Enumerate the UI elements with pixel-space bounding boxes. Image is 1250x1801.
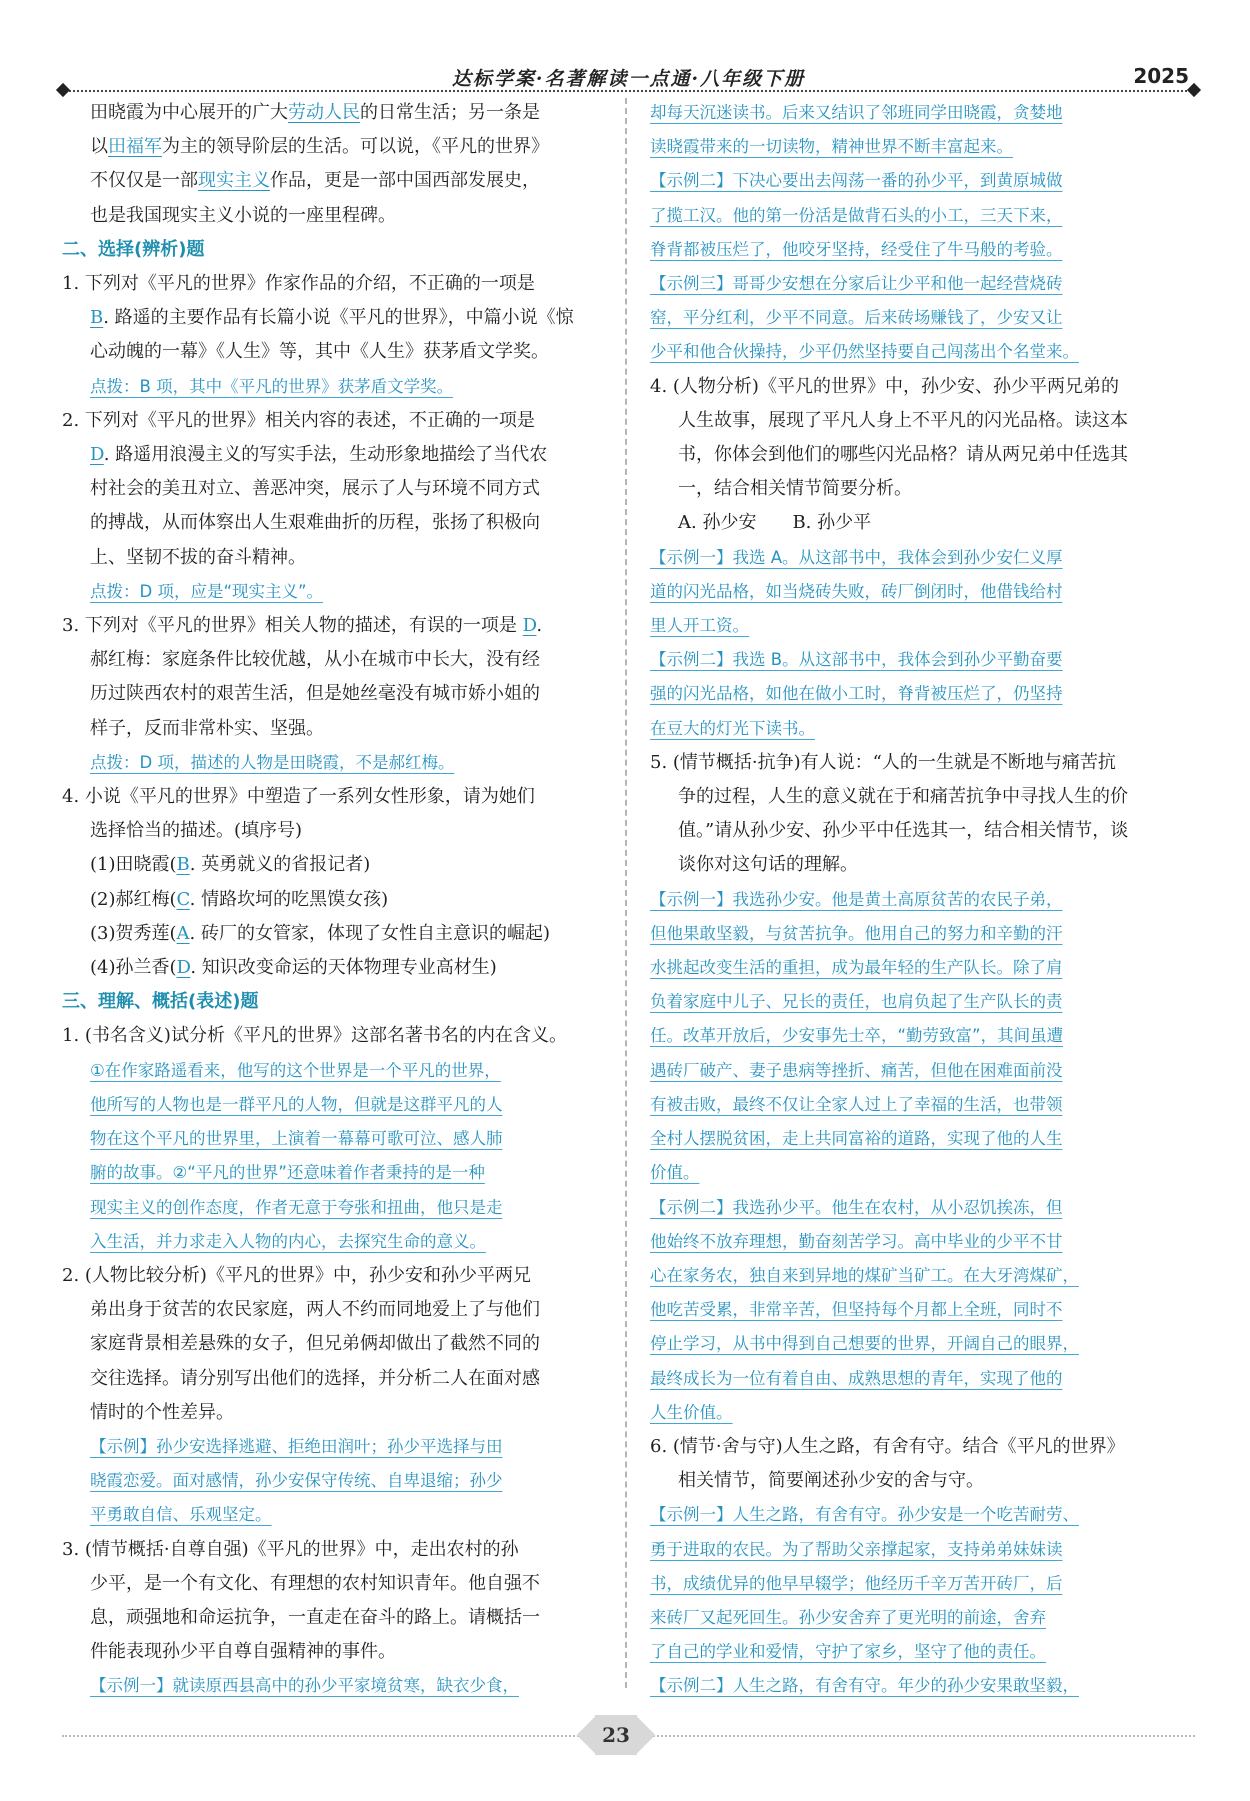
answer-line: 现实主义的创作态度，作者无意于夸张和扭曲，他只是走 <box>90 1197 503 1217</box>
answer-line: 腑的故事。②“平凡的世界”还意味着作者秉持的是一种 <box>90 1163 485 1183</box>
answer-line: 【示例】孙少安选择逃避、拒绝田润叶；孙少平选择与田 <box>90 1436 503 1456</box>
question-5 <box>62 1019 608 1258</box>
left-column <box>62 96 608 1704</box>
question-stem: 争的过程，人生的意义就在于和痛苦抗争中寻找人生的价 <box>678 786 1128 808</box>
answer-line: 晓霞恋爱。面对感情，孙少安保守传统、自卑退缩；孙少 <box>90 1471 503 1491</box>
question-stem: 3. 下列对《平凡的世界》相关人物的描述，有误的一项是 <box>62 615 523 637</box>
answer-line: 里人开工资。 <box>650 616 749 636</box>
question-3 <box>62 609 608 780</box>
answer-line: 他始终不放弃理想，勤奋刻苦学习。高中毕业的少平不甘 <box>650 1231 1063 1251</box>
answer-line: 人生价值。 <box>650 1402 733 1422</box>
match-desc: . 砖厂的女管家，体现了女性自主意识的崛起) <box>189 922 550 944</box>
text: 也是我国现实主义小说的一座里程碑。 <box>90 204 396 226</box>
right-column <box>650 96 1180 1704</box>
answer-line: 最终成长为一位有着自由、成熟思想的青年，实现了他的 <box>650 1368 1063 1388</box>
option-text: 的搏战，从而体察出人生艰难曲折的历程，张扬了积极向 <box>90 512 540 534</box>
question-10 <box>650 1430 1180 1704</box>
book-series-title: 达标学案·名著解读一点通·八年级下册 <box>451 68 806 90</box>
answer-line: 水挑起改变生活的重担，成为最年轻的生产队长。除了肩 <box>650 958 1063 978</box>
fill-answer: 现实主义 <box>198 170 270 192</box>
answer-line: 读晓霞带来的一切读物，精神世界不断丰富起来。 <box>650 137 1013 157</box>
page-header <box>62 62 1195 96</box>
question-8 <box>650 370 1180 746</box>
match-desc: . 知识改变命运的天体物理专业高材生) <box>190 957 497 979</box>
text: 为主的领导阶层的生活。可以说，《平凡的世界》 <box>162 136 549 158</box>
answer-line: 价值。 <box>650 1163 700 1183</box>
text: 不仅仅是一部 <box>90 170 198 192</box>
question-stem: 息，顽强地和命运抗争，一直走在奋斗的路上。请概括一 <box>90 1606 540 1628</box>
question-stem: 6. (情节·舍与守)人生之路，有舍有守。结合《平凡的世界》 <box>650 1435 1125 1457</box>
question-stem: 情时的个性差异。 <box>90 1401 234 1423</box>
answer-line: 【示例二】我选 B。从这部书中，我体会到孙少平勤奋要 <box>650 650 1063 670</box>
text: 以 <box>90 136 108 158</box>
match-desc: . 英勇就义的省报记者) <box>189 854 371 876</box>
answer-line: 心在家务农，独自来到异地的煤矿当矿工。在大牙湾煤矿， <box>650 1265 1079 1285</box>
answer-letter: B <box>176 854 190 876</box>
question-2 <box>62 404 608 609</box>
answer-line: 有被击败，最终不仅让全家人过上了幸福的生活，也带领 <box>650 1094 1063 1114</box>
edition-year: 2025 <box>1133 64 1189 88</box>
question-stem: 弟出身于贫苦的农民家庭，两人不约而同地爱上了与他们 <box>90 1299 540 1321</box>
answer-line: 脊背都被压烂了，他咬牙坚持，经受住了牛马般的考验。 <box>650 239 1063 259</box>
match-item: (1)田晓霞( <box>90 854 177 876</box>
answer-line: 道的闪光品格，如当烧砖失败，砖厂倒闭时，他借钱给村 <box>650 581 1063 601</box>
answer-line: 强的闪光品格，如他在做小工时，脊背被压烂了，仍坚持 <box>650 684 1063 704</box>
question-1 <box>62 267 608 404</box>
section-title-choice: 二、选择(辨析)题 <box>62 238 205 260</box>
text: . <box>536 615 543 637</box>
answer-letter: D <box>90 444 104 466</box>
answer-line: 【示例二】人生之路，有舍有守。年少的孙少安果敢坚毅， <box>650 1676 1079 1696</box>
question-stem: 5. (情节概括·抗争)有人说：“人的一生就是不断地与痛苦抗 <box>650 751 1116 773</box>
question-stem: 选择恰当的描述。(填序号) <box>90 820 303 842</box>
answer-line: 【示例一】人生之路，有舍有守。孙少安是一个吃苦耐劳、 <box>650 1505 1079 1525</box>
question-stem: 书，你体会到他们的哪些闪光品格？请从两兄弟中任选其 <box>678 444 1128 466</box>
question-stem: 4. (人物分析)《平凡的世界》中，孙少安、孙少平两兄弟的 <box>650 375 1119 397</box>
question-stem: 2. (人物比较分析)《平凡的世界》中，孙少安和孙少平两兄 <box>62 1264 531 1286</box>
question-stem: 1. (书名含义)试分析《平凡的世界》这部名著书名的内在含义。 <box>62 1025 567 1047</box>
question-stem: 交往选择。请分别写出他们的选择，并分析二人在面对感 <box>90 1367 540 1389</box>
question-stem: 相关情节，简要阐述孙少安的舍与守。 <box>678 1470 984 1492</box>
answer-line: 了揽工汉。他的第一份活是做背石头的小工，三天下来， <box>650 205 1063 225</box>
answer-line: 【示例二】我选孙少平。他生在农村，从小忍饥挨冻，但 <box>650 1197 1063 1217</box>
answer-letter: A <box>176 922 190 944</box>
answer-letter: D <box>522 615 537 637</box>
answer-line: 平勇敢自信、乐观坚定。 <box>90 1505 272 1525</box>
question-stem: 件能表现孙少平自尊自强精神的事件。 <box>90 1641 396 1663</box>
option-text: . 路遥的主要作品有长篇小说《平凡的世界》，中篇小说《惊 <box>103 307 574 329</box>
question-stem: 人生故事，展现了平凡人身上不平凡的闪光品格。读这本 <box>678 409 1128 431</box>
text: 田晓霞为中心展开的广大 <box>90 102 288 123</box>
answer-letter: B <box>90 307 104 329</box>
text: 作品，更是一部中国西部发展史， <box>270 170 540 192</box>
intro-paragraph <box>62 96 608 233</box>
answer-line: 他吃苦受累，非常辛苦，但坚持每个月都上全班，同时不 <box>650 1300 1063 1320</box>
answer-line: 遇砖厂破产、妻子患病等挫折、痛苦，但他在困难面前没 <box>650 1060 1063 1080</box>
question-9 <box>650 746 1180 1430</box>
answer-line: 【示例三】哥哥少安想在分家后让少平和他一起经营烧砖 <box>650 274 1063 294</box>
page-number-badge <box>573 1715 659 1755</box>
answer-line: 窑，平分红利，少平不同意。后来砖场赚钱了，少安又让 <box>650 308 1063 328</box>
match-item: (2)郝红梅( <box>90 888 177 910</box>
question-stem: 一，结合相关情节简要分析。 <box>678 478 912 500</box>
match-item: (4)孙兰香( <box>90 957 177 979</box>
answer-line: 他所写的人物也是一群平凡的人物，但就是这群平凡的人 <box>90 1094 503 1114</box>
question-7 <box>62 1533 608 1704</box>
answer-line: 却每天沉迷读书。后来又结识了邻班同学田晓霞，贪婪地 <box>650 103 1063 122</box>
options: A. 孙少安 B. 孙少平 <box>678 512 872 534</box>
answer-line: 【示例一】我选 A。从这部书中，我体会到孙少安仁义厚 <box>650 547 1063 567</box>
answer-line: ①在作家路遥看来，他写的这个世界是一个平凡的世界， <box>90 1060 501 1080</box>
question-stem: 家庭背景相差悬殊的女子，但兄弟俩却做出了截然不同的 <box>90 1333 540 1355</box>
question-stem: 2. 下列对《平凡的世界》相关内容的表述，不正确的一项是 <box>62 409 535 431</box>
answer-line: 入生活，并力求走入人物的内心，去探究生命的意义。 <box>90 1231 486 1251</box>
answer-tip: 点拨：D 项，描述的人物是田晓霞，不是郝红梅。 <box>90 752 455 772</box>
answer-line: 全村人摆脱贫困，走上共同富裕的道路，实现了他的人生 <box>650 1129 1063 1149</box>
answer-line: 来砖厂又起死回生。孙少安舍弃了更光明的前途，舍弃 <box>650 1607 1046 1627</box>
option-text: 样子，反而非常朴实、坚强。 <box>90 717 324 739</box>
answer-tip: 点拨：D 项，应是“现实主义”。 <box>90 581 324 601</box>
question-stem: 少平，是一个有文化、有理想的农村知识青年。他自强不 <box>90 1572 540 1594</box>
section-title-comprehension: 三、理解、概括(表述)题 <box>62 991 259 1013</box>
option-text: 郝红梅：家庭条件比较优越，从小在城市中长大，没有经 <box>90 649 540 671</box>
answer-tip: 点拨：B 项，其中《平凡的世界》获茅盾文学奖。 <box>90 376 454 396</box>
answer-letter: D <box>176 957 191 979</box>
answer-line: 少平和他合伙操持，少平仍然坚持要自己闯荡出个名堂来。 <box>650 342 1079 362</box>
question-stem: 值。”请从孙少安、孙少平中任选其一，结合相关情节，谈 <box>678 820 1129 842</box>
answer-line: 在豆大的灯光下读书。 <box>650 718 815 738</box>
option-text: 上、坚韧不拔的奋斗精神。 <box>90 546 306 568</box>
question-stem: 3. (情节概括·自尊自强)《平凡的世界》中，走出农村的孙 <box>62 1538 519 1560</box>
answer-line: 但他果敢坚毅，与贫苦抗争。他用自己的努力和辛勤的汗 <box>650 923 1063 943</box>
fill-answer: 劳动人民 <box>288 102 360 123</box>
answer-line: 【示例二】下决心要出去闯荡一番的孙少平，到黄原城做 <box>650 171 1063 191</box>
question-6 <box>62 1259 608 1533</box>
option-text: 心动魄的一幕》《人生》等，其中《人生》获茅盾文学奖。 <box>90 341 549 363</box>
answer-line: 了自己的学业和爱情，守护了家乡，坚守了他的责任。 <box>650 1642 1046 1662</box>
answer-line: 【示例一】就读原西县高中的孙少平家境贫寒，缺衣少食， <box>90 1676 519 1696</box>
answer-line: 勇于进取的农民。为了帮助父亲撑起家，支持弟弟妹妹读 <box>650 1539 1063 1559</box>
question-stem: 4. 小说《平凡的世界》中塑造了一系列女性形象，请为她们 <box>62 786 535 808</box>
match-desc: . 情路坎坷的吃黑馍女孩) <box>189 888 389 910</box>
answer-letter: C <box>176 888 190 910</box>
column-divider <box>625 98 627 1688</box>
text: 的日常生活；另一条是 <box>360 102 540 123</box>
question-7-continued <box>650 96 1180 370</box>
question-stem: 谈你对这句话的理解。 <box>678 854 858 876</box>
answer-line: 物在这个平凡的世界里，上演着一幕幕可歌可泣、感人肺 <box>90 1129 503 1149</box>
answer-line: 负着家庭中儿子、兄长的责任，也肩负起了生产队长的责 <box>650 992 1063 1012</box>
question-4 <box>62 780 608 985</box>
answer-line: 任。改革开放后，少安事先士卒，“勤劳致富”，其间虽遭 <box>650 1026 1064 1046</box>
option-text: . 路遥用浪漫主义的写实手法，生动形象地描绘了当代农 <box>103 444 548 466</box>
answer-line: 【示例一】我选孙少安。他是黄土高原贫苦的农民子弟， <box>650 889 1063 909</box>
match-item: (3)贺秀莲( <box>90 922 177 944</box>
answer-line: 书，成绩优异的他早早辍学；他经历千辛万苦开砖厂，后 <box>650 1573 1063 1593</box>
question-stem: 1. 下列对《平凡的世界》作家作品的介绍，不正确的一项是 <box>62 273 535 295</box>
option-text: 历过陕西农村的艰苦生活，但是她丝毫没有城市娇小姐的 <box>90 683 540 705</box>
fill-answer: 田福军 <box>108 136 162 158</box>
answer-line: 停止学习，从书中得到自己想要的世界，开阔自己的眼界， <box>650 1334 1079 1354</box>
page-number: 23 <box>602 1723 630 1747</box>
option-text: 村社会的美丑对立、善恶冲突，展示了人与环境不同方式 <box>90 478 540 500</box>
